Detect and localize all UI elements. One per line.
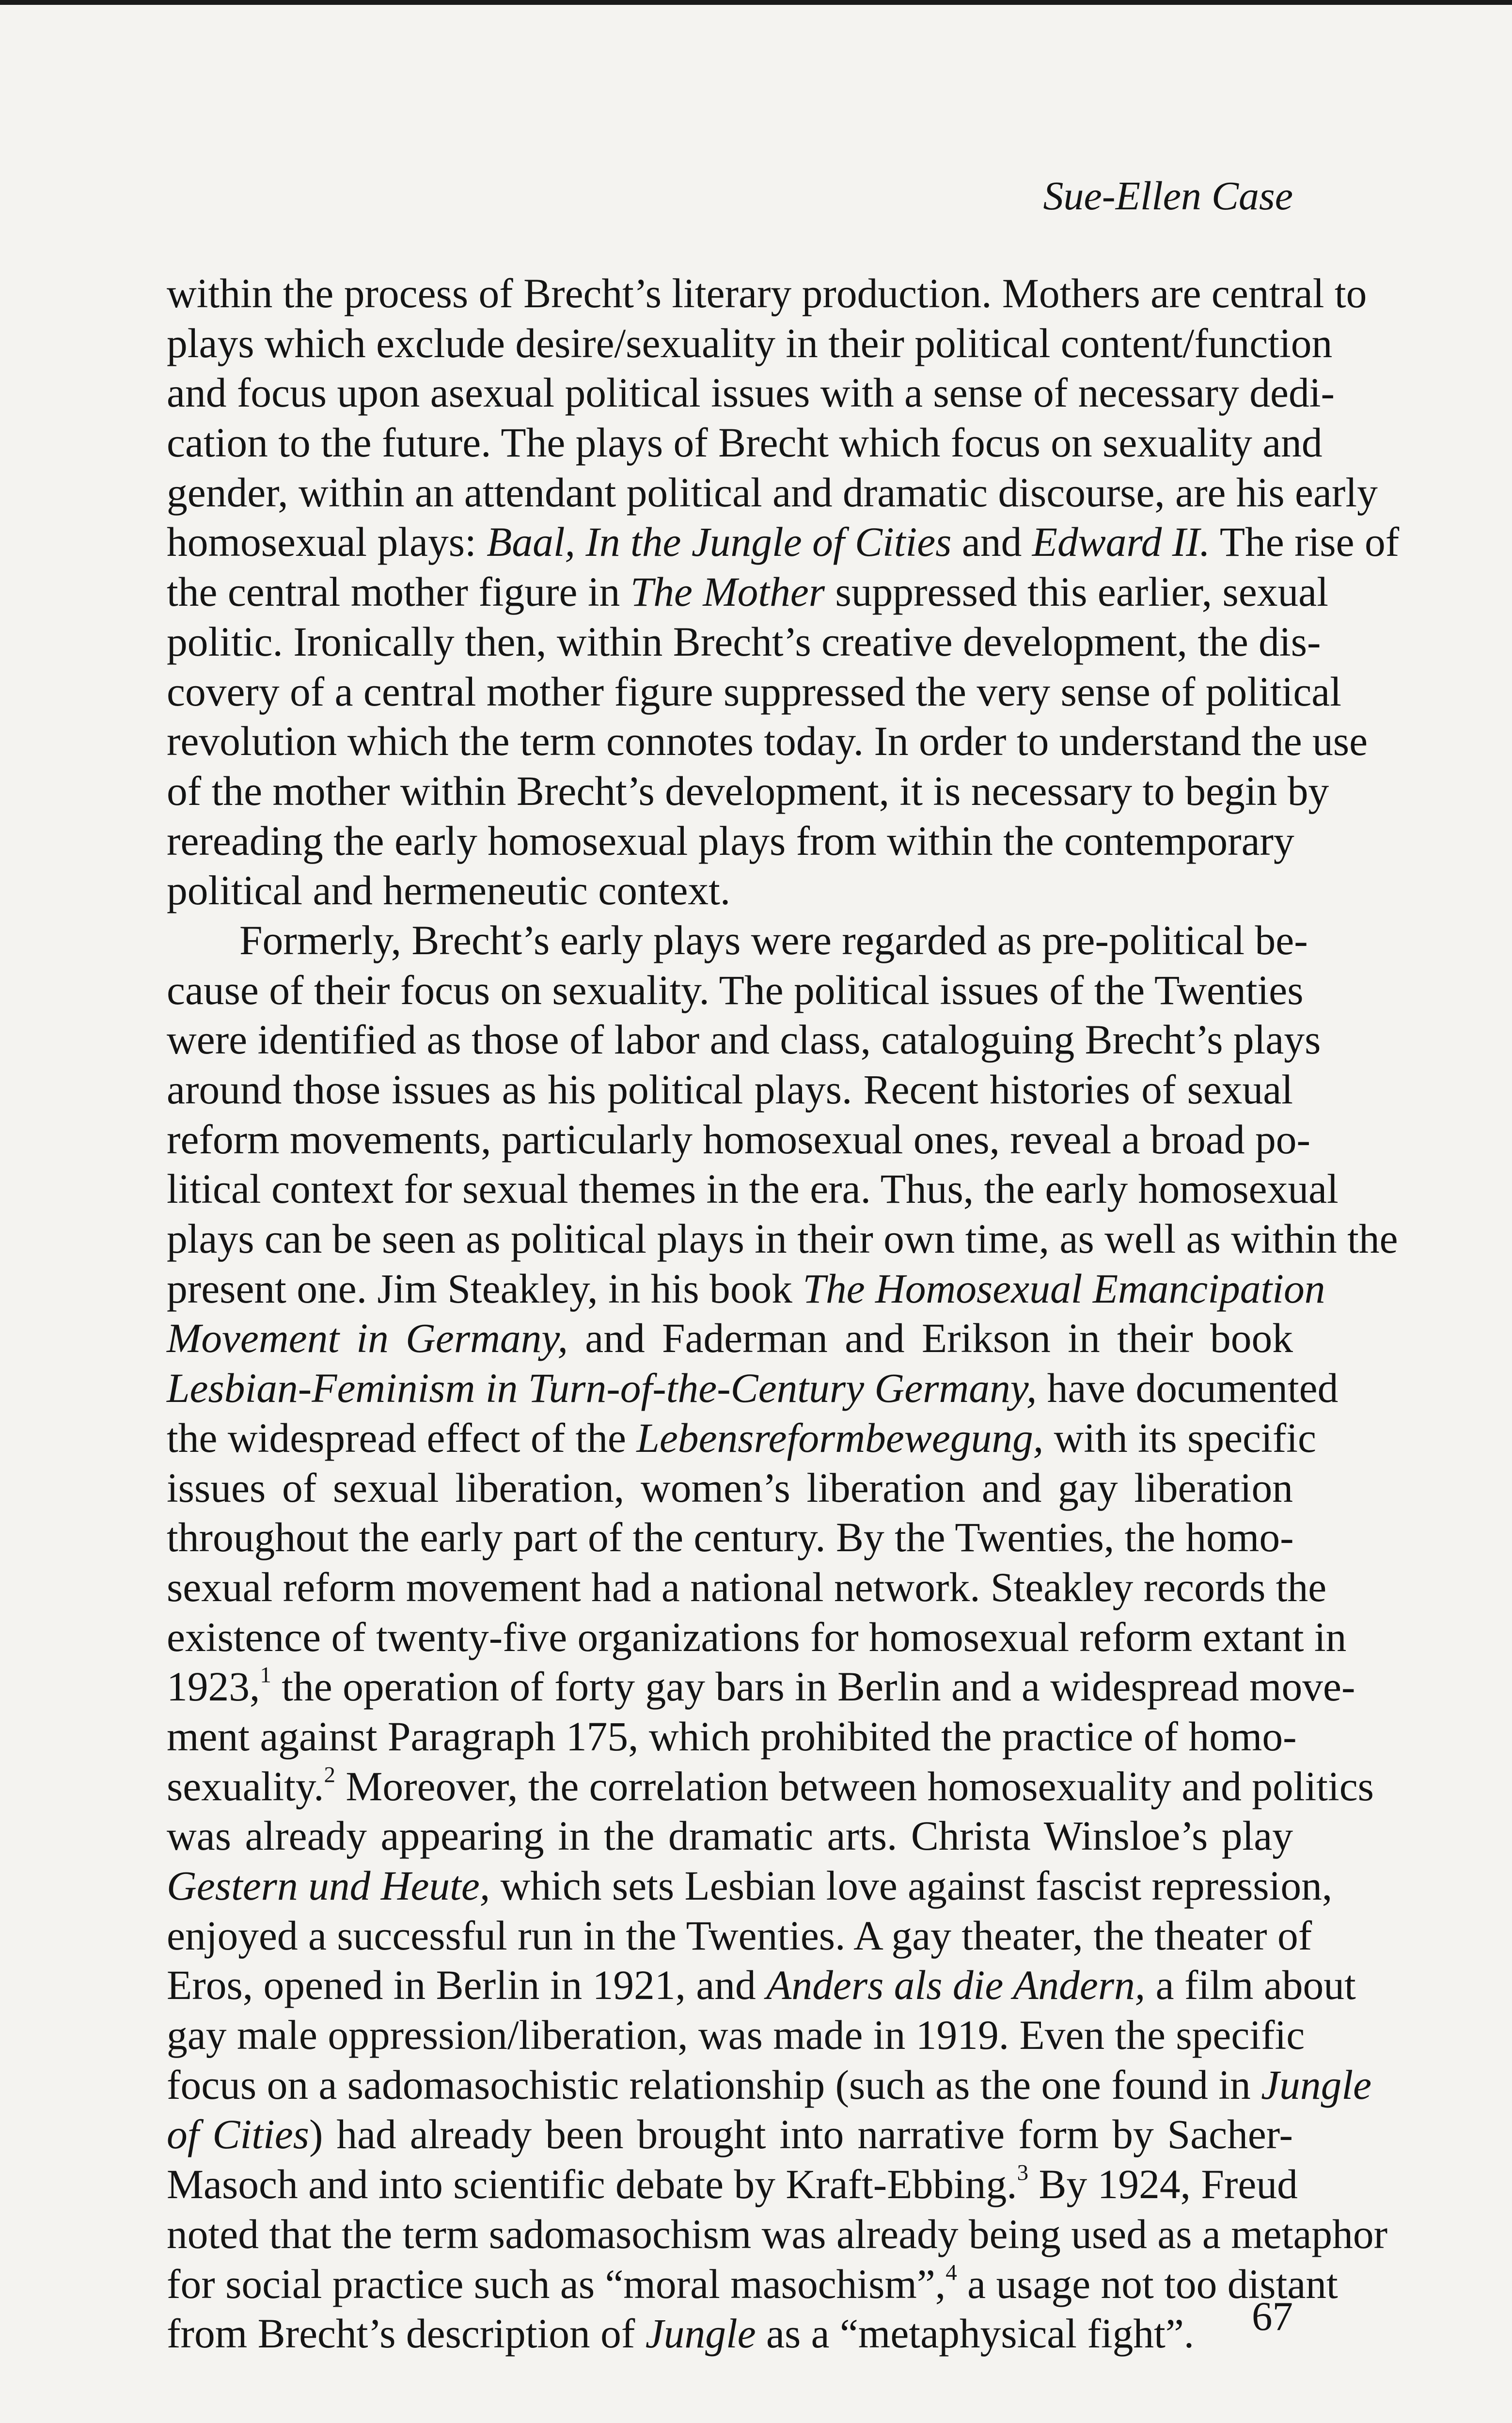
text-line xyxy=(167,1264,1325,1314)
text-run: cause of their focus on sexuality. The political issues of the Twenties xyxy=(167,967,1304,1013)
text-line xyxy=(167,1861,1333,1911)
text-run: reform movements, particularly homosexual ones, reveal a broad po- xyxy=(167,1117,1310,1163)
running-header: Sue-Ellen Case xyxy=(1043,173,1293,219)
text-run: issues of sexual liberation, women’s liberation and gay liberation xyxy=(167,1465,1293,1511)
text-run: and focus upon asexual political issues with a sense of necessary dedi- xyxy=(167,370,1335,416)
text-run: Masoch and into scientific debate by Kraft-Ebbing. xyxy=(167,2162,1017,2208)
text-run: By 1924, Freud xyxy=(1028,2162,1298,2208)
text-line xyxy=(167,817,1293,866)
text-line xyxy=(167,1015,1321,1065)
text-run: present one. Jim Steakley, in his book xyxy=(167,1266,803,1312)
italic-title: Baal, In the Jungle of Cities xyxy=(487,519,952,566)
italic-title: Anders als die Andern, xyxy=(766,1963,1146,2009)
text-run: suppressed this earlier, sexual xyxy=(825,569,1328,615)
text-line xyxy=(167,1811,1293,1861)
text-line xyxy=(167,368,1335,418)
text-run: sexuality. xyxy=(167,1763,324,1809)
italic-title: Jungle xyxy=(1261,2062,1372,2108)
text-line xyxy=(167,2061,1372,2110)
italic-title: Lebensreformbewegung, xyxy=(636,1415,1044,1461)
italic-title: of Cities xyxy=(167,2112,309,2158)
text-line xyxy=(167,418,1323,468)
text-run: sexual reform movement had a national network. Steakley records the xyxy=(167,1564,1327,1610)
text-line xyxy=(167,1414,1316,1463)
text-line xyxy=(167,1662,1355,1712)
footnote-ref: 1 xyxy=(260,1662,271,1688)
text-run: a film about xyxy=(1145,1963,1356,2009)
text-run: covery of a central mother figure suppressed the very sense of political xyxy=(167,669,1341,715)
text-run: litical context for sexual themes in the era. Thus, the early homosexual xyxy=(167,1166,1339,1212)
italic-title: Jungle xyxy=(645,2311,756,2357)
text-line xyxy=(167,1463,1293,1513)
text-line xyxy=(167,767,1329,817)
text-run: throughout the early part of the century. By the Twenties, the homo- xyxy=(167,1515,1294,1561)
text-run: for social practice such as “moral masochism”, xyxy=(167,2261,946,2307)
text-line xyxy=(167,1164,1339,1214)
text-run: Eros, opened in Berlin in 1921, and xyxy=(167,1963,767,2009)
text-run: Formerly, Brecht’s early plays were regarded as pre-political be- xyxy=(239,917,1308,963)
text-line xyxy=(167,1314,1293,1364)
footnote-ref: 2 xyxy=(324,1762,336,1788)
text-run: and Faderman and Erikson in their book xyxy=(567,1316,1293,1362)
text-line xyxy=(167,1712,1297,1762)
text-run: have documented xyxy=(1037,1366,1339,1412)
text-line xyxy=(167,1214,1398,1264)
text-run: existence of twenty-five organizations for homosexual reform extant in xyxy=(167,1614,1347,1660)
text-line xyxy=(167,518,1400,567)
text-run: enjoyed a successful run in the Twenties. A gay theater, the theater of xyxy=(167,1913,1312,1959)
text-line xyxy=(167,1613,1347,1663)
italic-title: Gestern und Heute, xyxy=(167,1863,490,1909)
text-run: Moreover, the correlation between homosexuality and politics xyxy=(335,1763,1374,1809)
text-line xyxy=(167,866,1293,916)
text-run: the widespread effect of the xyxy=(167,1415,637,1461)
text-run: and xyxy=(951,519,1032,566)
text-line xyxy=(167,468,1378,518)
text-line xyxy=(167,2011,1305,2061)
text-line xyxy=(167,2110,1293,2160)
italic-title: Movement in Germany, xyxy=(167,1316,568,1362)
text-run: ment against Paragraph 175, which prohibited the practice of homo- xyxy=(167,1714,1297,1760)
text-line xyxy=(167,1762,1374,1812)
text-run: rereading the early homosexual plays from within the contemporary xyxy=(167,818,1294,864)
text-run: revolution which the term connotes today. In order to understand the use xyxy=(167,719,1368,765)
top-rule xyxy=(0,0,1512,5)
text-run: were identified as those of labor and class, cataloguing Brecht’s plays xyxy=(167,1017,1321,1063)
text-line xyxy=(167,2309,1293,2359)
text-run: as a “metaphysical fight”. xyxy=(756,2311,1195,2357)
footnote-ref: 4 xyxy=(945,2259,957,2285)
body-text xyxy=(167,269,1400,2359)
text-run: politic. Ironically then, within Brecht’s creative development, the dis- xyxy=(167,619,1321,665)
text-line xyxy=(167,717,1368,767)
text-line xyxy=(167,1513,1293,1563)
text-run: plays can be seen as political plays in their own time, as well as within the xyxy=(167,1216,1398,1262)
text-line xyxy=(167,1065,1293,1115)
text-run: the central mother figure in xyxy=(167,569,630,615)
text-line xyxy=(167,319,1333,369)
text-run: the operation of forty gay bars in Berlin and a widespread move- xyxy=(271,1664,1355,1710)
text-run: The rise of xyxy=(1210,519,1400,566)
text-line xyxy=(167,567,1328,617)
italic-title: The Mother xyxy=(630,569,825,615)
text-run: gender, within an attendant political and dramatic discourse, are his early xyxy=(167,470,1378,516)
footnote-ref: 3 xyxy=(1017,2160,1029,2186)
text-run: with its specific xyxy=(1043,1415,1316,1461)
text-line xyxy=(167,966,1304,1016)
text-line xyxy=(167,916,1308,966)
italic-title: Lesbian-Feminism in Turn-of-the-Century Germany, xyxy=(167,1366,1037,1412)
text-run: was already appearing in the dramatic arts. Christa Winsloe’s play xyxy=(167,1813,1293,1859)
text-run: plays which exclude desire/sexuality in their political content/function xyxy=(167,320,1333,366)
text-run: within the process of Brecht’s literary production. Mothers are central to xyxy=(167,271,1367,316)
text-run: political and hermeneutic context. xyxy=(167,868,731,914)
italic-title: Edward II. xyxy=(1032,519,1211,566)
text-line xyxy=(167,2259,1338,2310)
text-line xyxy=(167,1563,1327,1613)
text-line xyxy=(167,2210,1388,2260)
text-line xyxy=(167,269,1367,319)
page-number: 67 xyxy=(1252,2294,1293,2339)
text-line xyxy=(167,1961,1356,2011)
text-run: noted that the term sadomasochism was already being used as a metaphor xyxy=(167,2211,1388,2257)
italic-title: The Homosexual Emancipation xyxy=(803,1266,1325,1312)
text-run: from Brecht’s description of xyxy=(167,2311,646,2357)
text-run: homosexual plays: xyxy=(167,519,487,566)
text-run: of the mother within Brecht’s development, it is necessary to begin by xyxy=(167,768,1329,814)
text-line xyxy=(167,2160,1298,2210)
text-run: cation to the future. The plays of Brecht which focus on sexuality and xyxy=(167,420,1323,466)
text-line xyxy=(167,1911,1312,1961)
text-run: focus on a sadomasochistic relationship (such as the one found in xyxy=(167,2062,1261,2108)
text-line xyxy=(167,667,1341,717)
text-run: which sets Lesbian love against fascist repression, xyxy=(490,1863,1333,1909)
text-line xyxy=(167,617,1321,667)
text-line xyxy=(167,1115,1310,1165)
text-line xyxy=(167,1364,1339,1414)
text-run: 1923, xyxy=(167,1664,260,1710)
text-run: a usage not too distant xyxy=(957,2261,1338,2307)
text-run: ) had already been brought into narrative form by Sacher- xyxy=(309,2112,1293,2158)
text-run: gay male oppression/liberation, was made in 1919. Even the specific xyxy=(167,2013,1305,2059)
text-run: around those issues as his political plays. Recent histories of sexual xyxy=(167,1067,1293,1113)
